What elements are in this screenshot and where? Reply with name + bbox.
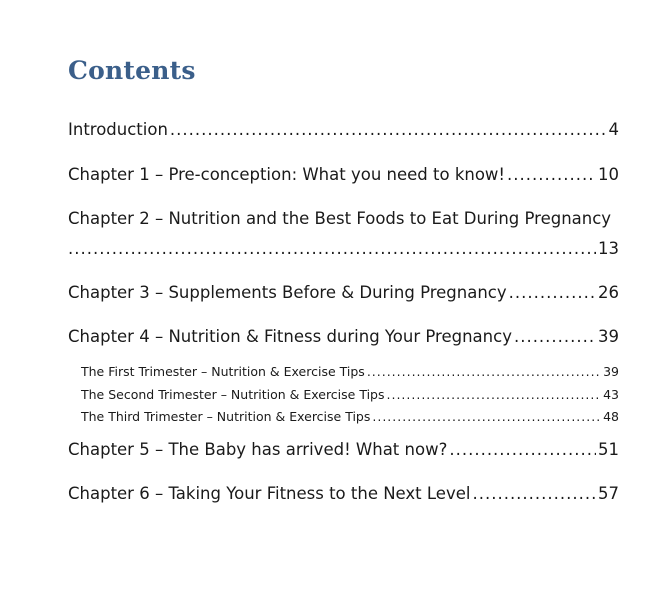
toc-page-number: 57 [598, 484, 619, 503]
toc-entry-label: The Second Trimester – Nutrition & Exercise Tips [81, 387, 385, 402]
toc-entry-label: Chapter 6 – Taking Your Fitness to the Next Level [68, 484, 471, 503]
dot-leader [514, 327, 596, 346]
toc-entry-label: The Third Trimester – Nutrition & Exercise Tips [81, 409, 371, 424]
toc-page-number: 48 [603, 409, 619, 424]
toc-entry-chapter-1[interactable] [68, 165, 619, 184]
toc-entry-label: Chapter 3 – Supplements Before & During Pregnancy [68, 283, 507, 302]
toc-entry-chapter-4[interactable] [68, 327, 619, 346]
toc-page-number: 43 [603, 387, 619, 402]
dot-leader [367, 364, 601, 379]
toc-entry-label: Chapter 1 – Pre-conception: What you need to know! [68, 165, 506, 184]
toc-entry-label: Chapter 4 – Nutrition & Fitness during Your Pregnancy [68, 327, 512, 346]
dot-leader [372, 409, 601, 424]
toc-entry-label: The First Trimester – Nutrition & Exercise Tips [81, 364, 365, 379]
page-title: Contents [68, 56, 196, 85]
toc-page-number: 4 [608, 120, 619, 139]
toc-subentry-third-trimester[interactable] [81, 409, 619, 424]
toc-subentry-first-trimester[interactable] [81, 364, 619, 379]
toc-entry-chapter-3[interactable] [68, 283, 619, 302]
toc-entry-chapter-5[interactable] [68, 440, 619, 459]
dot-leader [449, 440, 596, 459]
toc-page-number: 26 [598, 283, 619, 302]
dot-leader [507, 165, 596, 184]
toc-entry-chapter-2-continuation[interactable] [68, 239, 619, 258]
toc-page-number: 39 [598, 327, 619, 346]
toc-page-number: 39 [603, 364, 619, 379]
dot-leader [170, 120, 607, 139]
dot-leader [68, 239, 596, 258]
toc-page-number: 51 [598, 440, 619, 459]
toc-entry-introduction[interactable] [68, 120, 619, 139]
toc-entry-label: Introduction [68, 120, 168, 139]
toc-entry-chapter-6[interactable] [68, 484, 619, 503]
dot-leader [472, 484, 596, 503]
toc-page-number: 13 [598, 239, 619, 258]
dot-leader [509, 283, 596, 302]
toc-subentry-second-trimester[interactable] [81, 387, 619, 402]
toc-entry-chapter-2[interactable] [68, 209, 611, 228]
toc-page-number: 10 [598, 165, 619, 184]
toc-entry-label: Chapter 5 – The Baby has arrived! What now? [68, 440, 448, 459]
dot-leader [387, 387, 602, 402]
toc-entry-label: Chapter 2 – Nutrition and the Best Foods to Eat During Pregnancy [68, 209, 612, 228]
